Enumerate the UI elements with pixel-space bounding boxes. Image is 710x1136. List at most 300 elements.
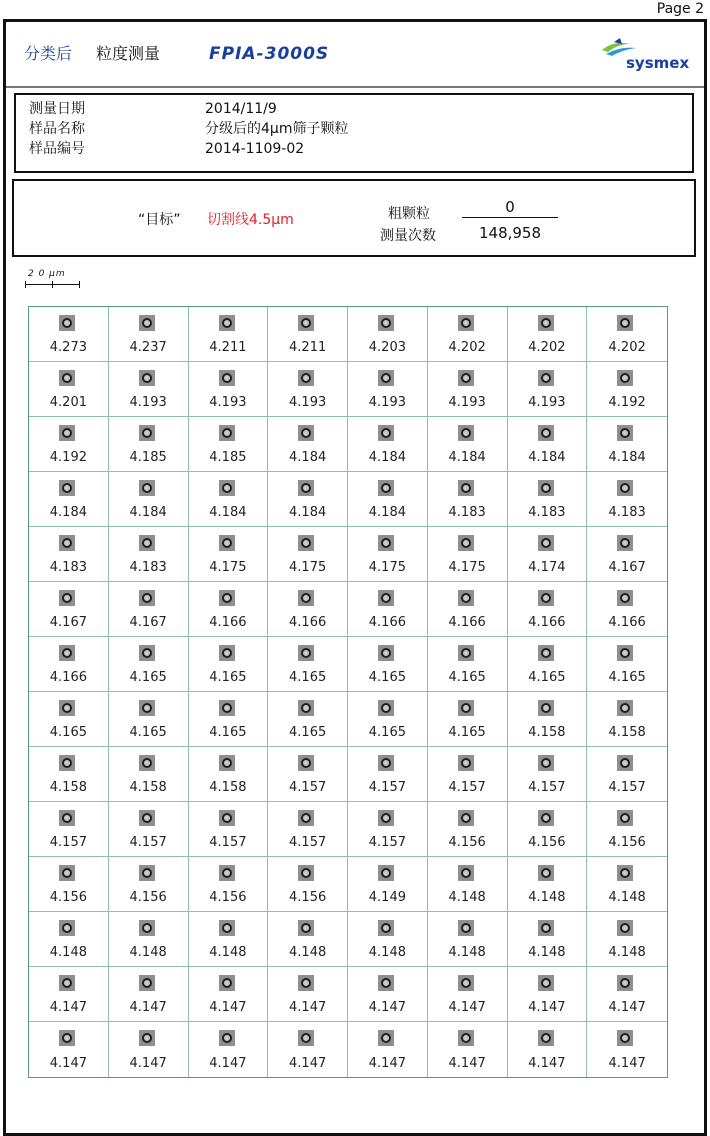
particle-diameter: 4.165: [129, 725, 167, 740]
particle-cell: [29, 747, 109, 802]
particle-diameter: 4.167: [129, 615, 167, 630]
particle-image-icon: [59, 810, 75, 826]
particle-diameter: 4.156: [209, 890, 247, 905]
particle-cell: [508, 472, 588, 527]
particle-image-icon: [458, 810, 474, 826]
particle-cell: [109, 857, 189, 912]
particle-diameter: 4.147: [289, 1000, 327, 1015]
particle-diameter: 4.156: [289, 890, 327, 905]
particle-cell: [268, 747, 348, 802]
particle-image-icon: [378, 370, 394, 386]
instrument-model: FPIA-3000S: [209, 44, 330, 64]
particle-image-icon: [617, 370, 633, 386]
particle-image-icon: [59, 755, 75, 771]
particle-cell: [29, 912, 109, 967]
particle-diameter: 4.166: [608, 615, 646, 630]
particle-diameter: 4.158: [129, 780, 167, 795]
particle-cell: [428, 637, 508, 692]
particle-image-icon: [538, 700, 554, 716]
particle-image-icon: [139, 1030, 155, 1046]
particle-diameter: 4.201: [49, 395, 87, 410]
scale-bar-label: 2 0 μm: [28, 269, 66, 279]
particle-cell: [268, 802, 348, 857]
particle-image-icon: [298, 315, 314, 331]
particle-diameter: 4.184: [289, 450, 327, 465]
particle-diameter: 4.193: [129, 395, 167, 410]
particle-diameter: 4.157: [608, 780, 646, 795]
particle-diameter: 4.184: [129, 505, 167, 520]
particle-cell: [189, 417, 269, 472]
particle-cell: [428, 967, 508, 1022]
particle-cell: [109, 802, 189, 857]
particle-image-icon: [139, 755, 155, 771]
particle-cell: [348, 1022, 428, 1077]
particle-diameter: 4.165: [209, 725, 247, 740]
particle-diameter: 4.165: [448, 725, 486, 740]
particle-diameter: 4.202: [608, 340, 646, 355]
particle-cell: [587, 637, 667, 692]
particle-image-icon: [219, 920, 235, 936]
particle-diameter: 4.167: [49, 615, 87, 630]
particle-image-icon: [298, 590, 314, 606]
particle-image-icon: [538, 755, 554, 771]
particle-cell: [109, 582, 189, 637]
particle-image-icon: [538, 535, 554, 551]
particle-image-icon: [617, 425, 633, 441]
particle-cell: [428, 362, 508, 417]
particle-diameter: 4.184: [528, 450, 566, 465]
sample-name-value: 分级后的4μm筛子颗粒: [205, 121, 349, 137]
scale-tick: [79, 281, 80, 288]
particle-diameter: 4.158: [528, 725, 566, 740]
particle-cell: [268, 582, 348, 637]
particle-image-icon: [617, 755, 633, 771]
sample-name-label: 样品名称: [29, 121, 85, 137]
particle-image-icon: [59, 700, 75, 716]
particle-cell: [268, 527, 348, 582]
particle-cell: [508, 307, 588, 362]
particle-cell: [587, 912, 667, 967]
particle-diameter: 4.148: [209, 945, 247, 960]
particle-diameter: 4.183: [608, 505, 646, 520]
particle-image-icon: [538, 975, 554, 991]
particle-image-icon: [139, 645, 155, 661]
particle-diameter: 4.183: [448, 505, 486, 520]
particle-image-icon: [458, 865, 474, 881]
particle-image-icon: [219, 645, 235, 661]
particle-diameter: 4.175: [289, 560, 327, 575]
particle-cell: [428, 582, 508, 637]
particle-diameter: 4.157: [528, 780, 566, 795]
particle-cell: [29, 527, 109, 582]
particle-image-icon: [219, 810, 235, 826]
scale-tick: [25, 281, 26, 288]
particle-image-icon: [298, 920, 314, 936]
particle-diameter: 4.148: [368, 945, 406, 960]
target-cut-value: 切割线4.5μm: [207, 212, 294, 228]
particle-cell: [109, 1022, 189, 1077]
particle-cell: [268, 307, 348, 362]
particle-image-icon: [139, 480, 155, 496]
target-label: “目标”: [138, 212, 181, 228]
particle-image-icon: [59, 315, 75, 331]
particle-diameter: 4.184: [608, 450, 646, 465]
particle-cell: [268, 967, 348, 1022]
particle-image-icon: [617, 315, 633, 331]
particle-image-icon: [59, 920, 75, 936]
particle-image-icon: [378, 1030, 394, 1046]
particle-diameter: 4.165: [368, 725, 406, 740]
particle-image-icon: [378, 920, 394, 936]
particle-diameter: 4.157: [209, 835, 247, 850]
particle-diameter: 4.157: [129, 835, 167, 850]
particle-image-icon: [458, 700, 474, 716]
particle-image-icon: [458, 755, 474, 771]
particle-cell: [508, 967, 588, 1022]
particle-cell: [29, 857, 109, 912]
particle-cell: [587, 857, 667, 912]
particle-diameter: 4.165: [289, 670, 327, 685]
particle-cell: [428, 692, 508, 747]
coarse-particles-value: 0: [462, 198, 558, 218]
particle-image-icon: [378, 865, 394, 881]
particle-cell: [29, 472, 109, 527]
particle-image-icon: [219, 425, 235, 441]
particle-image-icon: [219, 590, 235, 606]
particle-cell: [268, 417, 348, 472]
particle-image-icon: [219, 1030, 235, 1046]
particle-diameter: 4.157: [49, 835, 87, 850]
sysmex-logo: [600, 36, 700, 76]
particle-cell: [268, 857, 348, 912]
particle-cell: [29, 417, 109, 472]
particle-image-icon: [458, 590, 474, 606]
particle-diameter: 4.184: [49, 505, 87, 520]
particle-image-icon: [458, 645, 474, 661]
particle-cell: [587, 527, 667, 582]
particle-image-icon: [298, 535, 314, 551]
particle-image-icon: [219, 865, 235, 881]
particle-image-icon: [219, 535, 235, 551]
particle-cell: [587, 362, 667, 417]
particle-diameter: 4.148: [289, 945, 327, 960]
particle-diameter: 4.149: [368, 890, 406, 905]
particle-image-icon: [139, 865, 155, 881]
particle-image-icon: [538, 590, 554, 606]
particle-image-icon: [219, 370, 235, 386]
particle-image-icon: [59, 535, 75, 551]
particle-diameter: 4.165: [129, 670, 167, 685]
particle-cell: [29, 307, 109, 362]
particle-cell: [587, 967, 667, 1022]
particle-image-icon: [378, 590, 394, 606]
particle-cell: [189, 527, 269, 582]
particle-diameter: 4.175: [209, 560, 247, 575]
particle-diameter: 4.156: [129, 890, 167, 905]
page-number: Page 2: [656, 1, 704, 17]
particle-diameter: 4.158: [209, 780, 247, 795]
particle-diameter: 4.184: [289, 505, 327, 520]
particle-diameter: 4.193: [209, 395, 247, 410]
particle-image-icon: [617, 975, 633, 991]
particle-image-icon: [298, 700, 314, 716]
particle-diameter: 4.147: [368, 1000, 406, 1015]
particle-cell: [109, 912, 189, 967]
sample-id-label: 样品编号: [29, 141, 85, 157]
particle-cell: [348, 747, 428, 802]
particle-image-icon: [617, 645, 633, 661]
particle-diameter: 4.211: [289, 340, 327, 355]
particle-diameter: 4.184: [448, 450, 486, 465]
particle-cell: [508, 912, 588, 967]
particle-image-icon: [219, 315, 235, 331]
particle-diameter: 4.147: [209, 1056, 247, 1071]
particle-image-icon: [378, 700, 394, 716]
particle-diameter: 4.148: [608, 945, 646, 960]
particle-cell: [428, 747, 508, 802]
particle-image-icon: [59, 1030, 75, 1046]
particle-cell: [189, 307, 269, 362]
particle-cell: [508, 637, 588, 692]
particle-cell: [587, 472, 667, 527]
particle-image-icon: [219, 480, 235, 496]
particle-cell: [189, 967, 269, 1022]
particle-diameter: 4.148: [608, 890, 646, 905]
particle-image-icon: [538, 810, 554, 826]
particle-cell: [29, 582, 109, 637]
particle-diameter: 4.147: [129, 1056, 167, 1071]
particle-cell: [189, 857, 269, 912]
particle-cell: [348, 527, 428, 582]
sample-info-box: [14, 93, 694, 173]
particle-cell: [189, 472, 269, 527]
particle-diameter: 4.157: [448, 780, 486, 795]
particle-diameter: 4.156: [608, 835, 646, 850]
particle-image-icon: [617, 865, 633, 881]
measure-count-label: 测量次数: [380, 228, 436, 244]
particle-diameter: 4.157: [368, 835, 406, 850]
particle-image-icon: [378, 755, 394, 771]
particle-cell: [508, 582, 588, 637]
particle-diameter: 4.147: [528, 1000, 566, 1015]
particle-cell: [587, 747, 667, 802]
particle-diameter: 4.147: [49, 1000, 87, 1015]
particle-diameter: 4.147: [448, 1056, 486, 1071]
particle-image-icon: [378, 315, 394, 331]
particle-image-icon: [538, 1030, 554, 1046]
particle-image-icon: [538, 865, 554, 881]
particle-image-icon: [298, 810, 314, 826]
particle-diameter: 4.148: [528, 945, 566, 960]
particle-cell: [109, 417, 189, 472]
particle-diameter: 4.165: [448, 670, 486, 685]
particle-diameter: 4.158: [608, 725, 646, 740]
particle-image-icon: [59, 370, 75, 386]
particle-diameter: 4.184: [209, 505, 247, 520]
particle-image-icon: [617, 700, 633, 716]
particle-diameter: 4.184: [368, 505, 406, 520]
particle-cell: [508, 802, 588, 857]
particle-cell: [428, 857, 508, 912]
particle-cell: [348, 802, 428, 857]
measure-date-value: 2014/11/9: [205, 101, 277, 117]
particle-image-icon: [458, 1030, 474, 1046]
particle-diameter: 4.185: [129, 450, 167, 465]
particle-image-icon: [617, 810, 633, 826]
particle-image-icon: [458, 480, 474, 496]
particle-diameter: 4.175: [368, 560, 406, 575]
particle-diameter: 4.192: [608, 395, 646, 410]
particle-cell: [29, 362, 109, 417]
particle-diameter: 4.167: [608, 560, 646, 575]
particle-image-icon: [59, 645, 75, 661]
particle-image-icon: [458, 535, 474, 551]
particle-cell: [348, 637, 428, 692]
particle-image-icon: [59, 975, 75, 991]
particle-cell: [428, 912, 508, 967]
particle-cell: [348, 417, 428, 472]
particle-image-icon: [538, 425, 554, 441]
particle-diameter: 4.174: [528, 560, 566, 575]
particle-cell: [189, 637, 269, 692]
particle-image-icon: [617, 590, 633, 606]
particle-image-icon: [139, 315, 155, 331]
particle-image-icon: [458, 975, 474, 991]
particle-cell: [428, 1022, 508, 1077]
particle-image-icon: [298, 975, 314, 991]
report-subtitle: 分类后: [24, 44, 73, 63]
particle-diameter: 4.147: [608, 1056, 646, 1071]
particle-diameter: 4.193: [528, 395, 566, 410]
particle-image-icon: [298, 755, 314, 771]
particle-image-icon: [298, 865, 314, 881]
particle-image-icon: [139, 810, 155, 826]
particle-diameter: 4.166: [289, 615, 327, 630]
particle-cell: [268, 362, 348, 417]
particle-diameter: 4.165: [49, 725, 87, 740]
particle-image-icon: [59, 590, 75, 606]
particle-image-icon: [458, 425, 474, 441]
particle-cell: [587, 417, 667, 472]
particle-cell: [348, 582, 428, 637]
particle-cell: [348, 472, 428, 527]
particle-image-icon: [458, 315, 474, 331]
particle-image-icon: [139, 590, 155, 606]
particle-image-icon: [219, 700, 235, 716]
particle-cell: [348, 857, 428, 912]
particle-cell: [189, 692, 269, 747]
report-title: 粒度测量: [96, 44, 161, 63]
particle-diameter: 4.147: [129, 1000, 167, 1015]
particle-diameter: 4.157: [289, 835, 327, 850]
particle-diameter: 4.148: [129, 945, 167, 960]
particle-image-icon: [538, 315, 554, 331]
particle-diameter: 4.156: [528, 835, 566, 850]
particle-cell: [508, 527, 588, 582]
particle-cell: [587, 692, 667, 747]
particle-cell: [508, 1022, 588, 1077]
particle-diameter: 4.147: [528, 1056, 566, 1071]
particle-cell: [268, 692, 348, 747]
particle-diameter: 4.148: [49, 945, 87, 960]
particle-image-icon: [458, 920, 474, 936]
particle-image-icon: [219, 975, 235, 991]
measure-date-label: 测量日期: [29, 101, 85, 117]
particle-cell: [29, 637, 109, 692]
particle-diameter: 4.175: [448, 560, 486, 575]
particle-image-icon: [538, 480, 554, 496]
particle-image-icon: [617, 920, 633, 936]
particle-cell: [109, 967, 189, 1022]
particle-diameter: 4.202: [448, 340, 486, 355]
particle-diameter: 4.193: [368, 395, 406, 410]
logo-text: sysmex: [626, 54, 690, 72]
particle-image-icon: [59, 480, 75, 496]
particle-image-icon: [378, 535, 394, 551]
particle-cell: [587, 582, 667, 637]
particle-diameter: 4.203: [368, 340, 406, 355]
particle-cell: [587, 307, 667, 362]
particle-cell: [428, 527, 508, 582]
scale-bar: [25, 269, 85, 295]
particle-diameter: 4.147: [289, 1056, 327, 1071]
particle-cell: [508, 362, 588, 417]
particle-cell: [508, 857, 588, 912]
particle-cell: [508, 747, 588, 802]
particle-diameter: 4.183: [129, 560, 167, 575]
particle-diameter: 4.237: [129, 340, 167, 355]
particle-cell: [268, 472, 348, 527]
particle-diameter: 4.148: [448, 945, 486, 960]
particle-image-icon: [298, 480, 314, 496]
particle-image-icon: [139, 535, 155, 551]
particle-cell: [348, 692, 428, 747]
particle-diameter: 4.166: [49, 670, 87, 685]
particle-diameter: 4.147: [368, 1056, 406, 1071]
particle-cell: [428, 472, 508, 527]
particle-diameter: 4.166: [448, 615, 486, 630]
particle-cell: [268, 1022, 348, 1077]
particle-cell: [29, 1022, 109, 1077]
particle-diameter: 4.165: [209, 670, 247, 685]
particle-cell: [189, 362, 269, 417]
particle-cell: [109, 692, 189, 747]
particle-cell: [109, 747, 189, 802]
report-header: [6, 22, 704, 88]
particle-diameter: 4.157: [289, 780, 327, 795]
target-summary-box: [12, 179, 696, 257]
particle-diameter: 4.273: [49, 340, 87, 355]
particle-cell: [428, 417, 508, 472]
particle-image-icon: [538, 645, 554, 661]
particle-image-icon: [458, 370, 474, 386]
particle-image-icon: [378, 975, 394, 991]
particle-diameter: 4.156: [49, 890, 87, 905]
particle-image-icon: [617, 1030, 633, 1046]
particle-cell: [109, 362, 189, 417]
particle-cell: [189, 747, 269, 802]
particle-image-icon: [59, 425, 75, 441]
particle-image-icon: [139, 700, 155, 716]
particle-diameter: 4.147: [448, 1000, 486, 1015]
particle-image-icon: [378, 810, 394, 826]
particle-image-icon: [617, 535, 633, 551]
particle-image-icon: [298, 645, 314, 661]
particle-diameter: 4.193: [448, 395, 486, 410]
particle-cell: [348, 912, 428, 967]
particle-diameter: 4.185: [209, 450, 247, 465]
particle-image-icon: [378, 425, 394, 441]
